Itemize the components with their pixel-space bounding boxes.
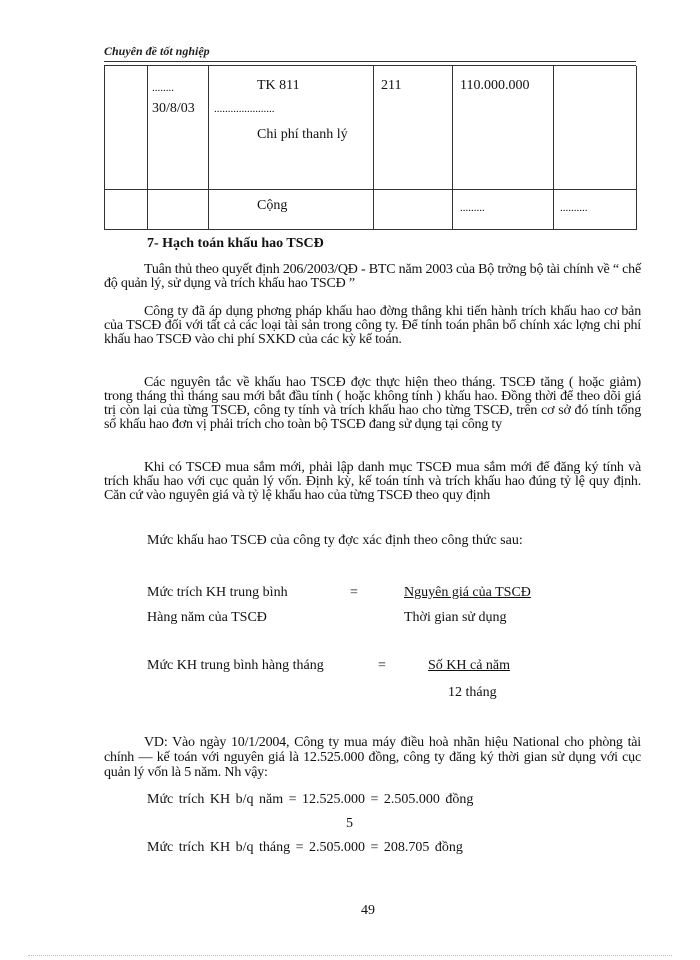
paragraph-1: Tuân thủ theo quyết định 206/2003/QĐ - BTC năm 2003 của Bộ trởng bộ tài chính về “ chế độ quản lý, sử dụng và trích khấu hao TSCĐ ” (104, 262, 641, 291)
table-date-dots: ........ (152, 82, 174, 94)
document-header: Chuyên đề tốt nghiệp (104, 44, 210, 58)
paragraph-4: Khi có TSCĐ mua sắm mới, phải lập danh mục TSCĐ mua sắm mới để đăng ký tính và trích khấu hao với cục quản lý vốn. Định kỳ, kế toán tính và trích khấu hao đúng tỷ lệ quy định. Căn cứ vào nguyên giá và tỷ lệ khấu hao của từng TSCĐ theo quy định (104, 460, 641, 503)
example-calc-divisor: 5 (346, 816, 353, 831)
table-total-dots-a: ......... (460, 202, 485, 214)
formula-intro: Mức khấu hao TSCĐ của công ty đợc xác định theo công thức sau: (147, 533, 523, 548)
table-account: TK 811 (257, 78, 300, 93)
formula2-denominator: 12 tháng (448, 685, 497, 700)
table-date: 30/8/03 (152, 101, 195, 116)
example-calc-monthly: Mức trích KH b/q tháng = 2.505.000 = 208.705 đồng (147, 840, 463, 855)
table-account-dots: ...................... (214, 103, 275, 115)
table-total-dots-b: .......... (560, 202, 588, 214)
table-total-label: Cộng (257, 198, 288, 213)
footer-rule (28, 955, 672, 956)
formula2-left: Mức KH trung bình hàng tháng (147, 658, 324, 673)
table-description: Chi phí thanh lý (257, 127, 348, 142)
formula1-equals: = (350, 585, 358, 600)
paragraph-2: Công ty đã áp dụng phơng pháp khấu hao đờng thẳng khi tiến hành trích khấu hao cơ bản của TSCĐ đối với tất cả các loại tài sản trong công ty. Để tính toán phân bổ chính xác lợng chi phí khấu hao TSCĐ vào chi phí SXKD của các kỳ kế toán. (104, 304, 641, 347)
formula2-numerator: Số KH cả năm (428, 658, 511, 673)
example-calc-annual: Mức trích KH b/q năm = 12.525.000 = 2.505.000 đồng (147, 792, 474, 807)
formula2-equals: = (378, 658, 386, 673)
header-rule-top (104, 61, 636, 62)
formula1-left-line2: Hàng năm của TSCĐ (147, 610, 267, 625)
table-amount: 110.000.000 (460, 78, 530, 93)
formula1-numerator: Nguyên giá của TSCĐ (404, 585, 531, 600)
formula1-left-line1: Mức trích KH trung bình (147, 585, 288, 600)
paragraph-3: Các nguyên tắc về khấu hao TSCĐ đợc thực hiện theo tháng. TSCĐ tăng ( hoặc giảm) trong tháng thì tháng sau mới bắt đầu tính ( hoặc không tính ) khấu hao. Đồng thời để theo dõi giá trị còn lại của từng TSCĐ, công ty tính và trích khấu hao cho từng TSCĐ, trên cơ sở đó tính tổng số khấu hao đơn vị phải trích cho toàn bộ TSCĐ đang sử dụng tại công ty (104, 375, 641, 432)
example-paragraph: VD: Vào ngày 10/1/2004, Công ty mua máy điều hoà nhãn hiệu National cho phòng tài chính — kế toán với nguyên giá là 12.525.000 đồng, công ty đăng ký thời gian sử dụng với cục quản lý vốn là 5 năm. Nh vậy: (104, 735, 641, 780)
page-number: 49 (361, 903, 375, 918)
section-heading: 7- Hạch toán khấu hao TSCĐ (147, 236, 324, 251)
formula1-denominator: Thời gian sử dụng (404, 610, 507, 625)
table-code: 211 (381, 78, 402, 93)
header-rule-bottom (104, 65, 636, 66)
